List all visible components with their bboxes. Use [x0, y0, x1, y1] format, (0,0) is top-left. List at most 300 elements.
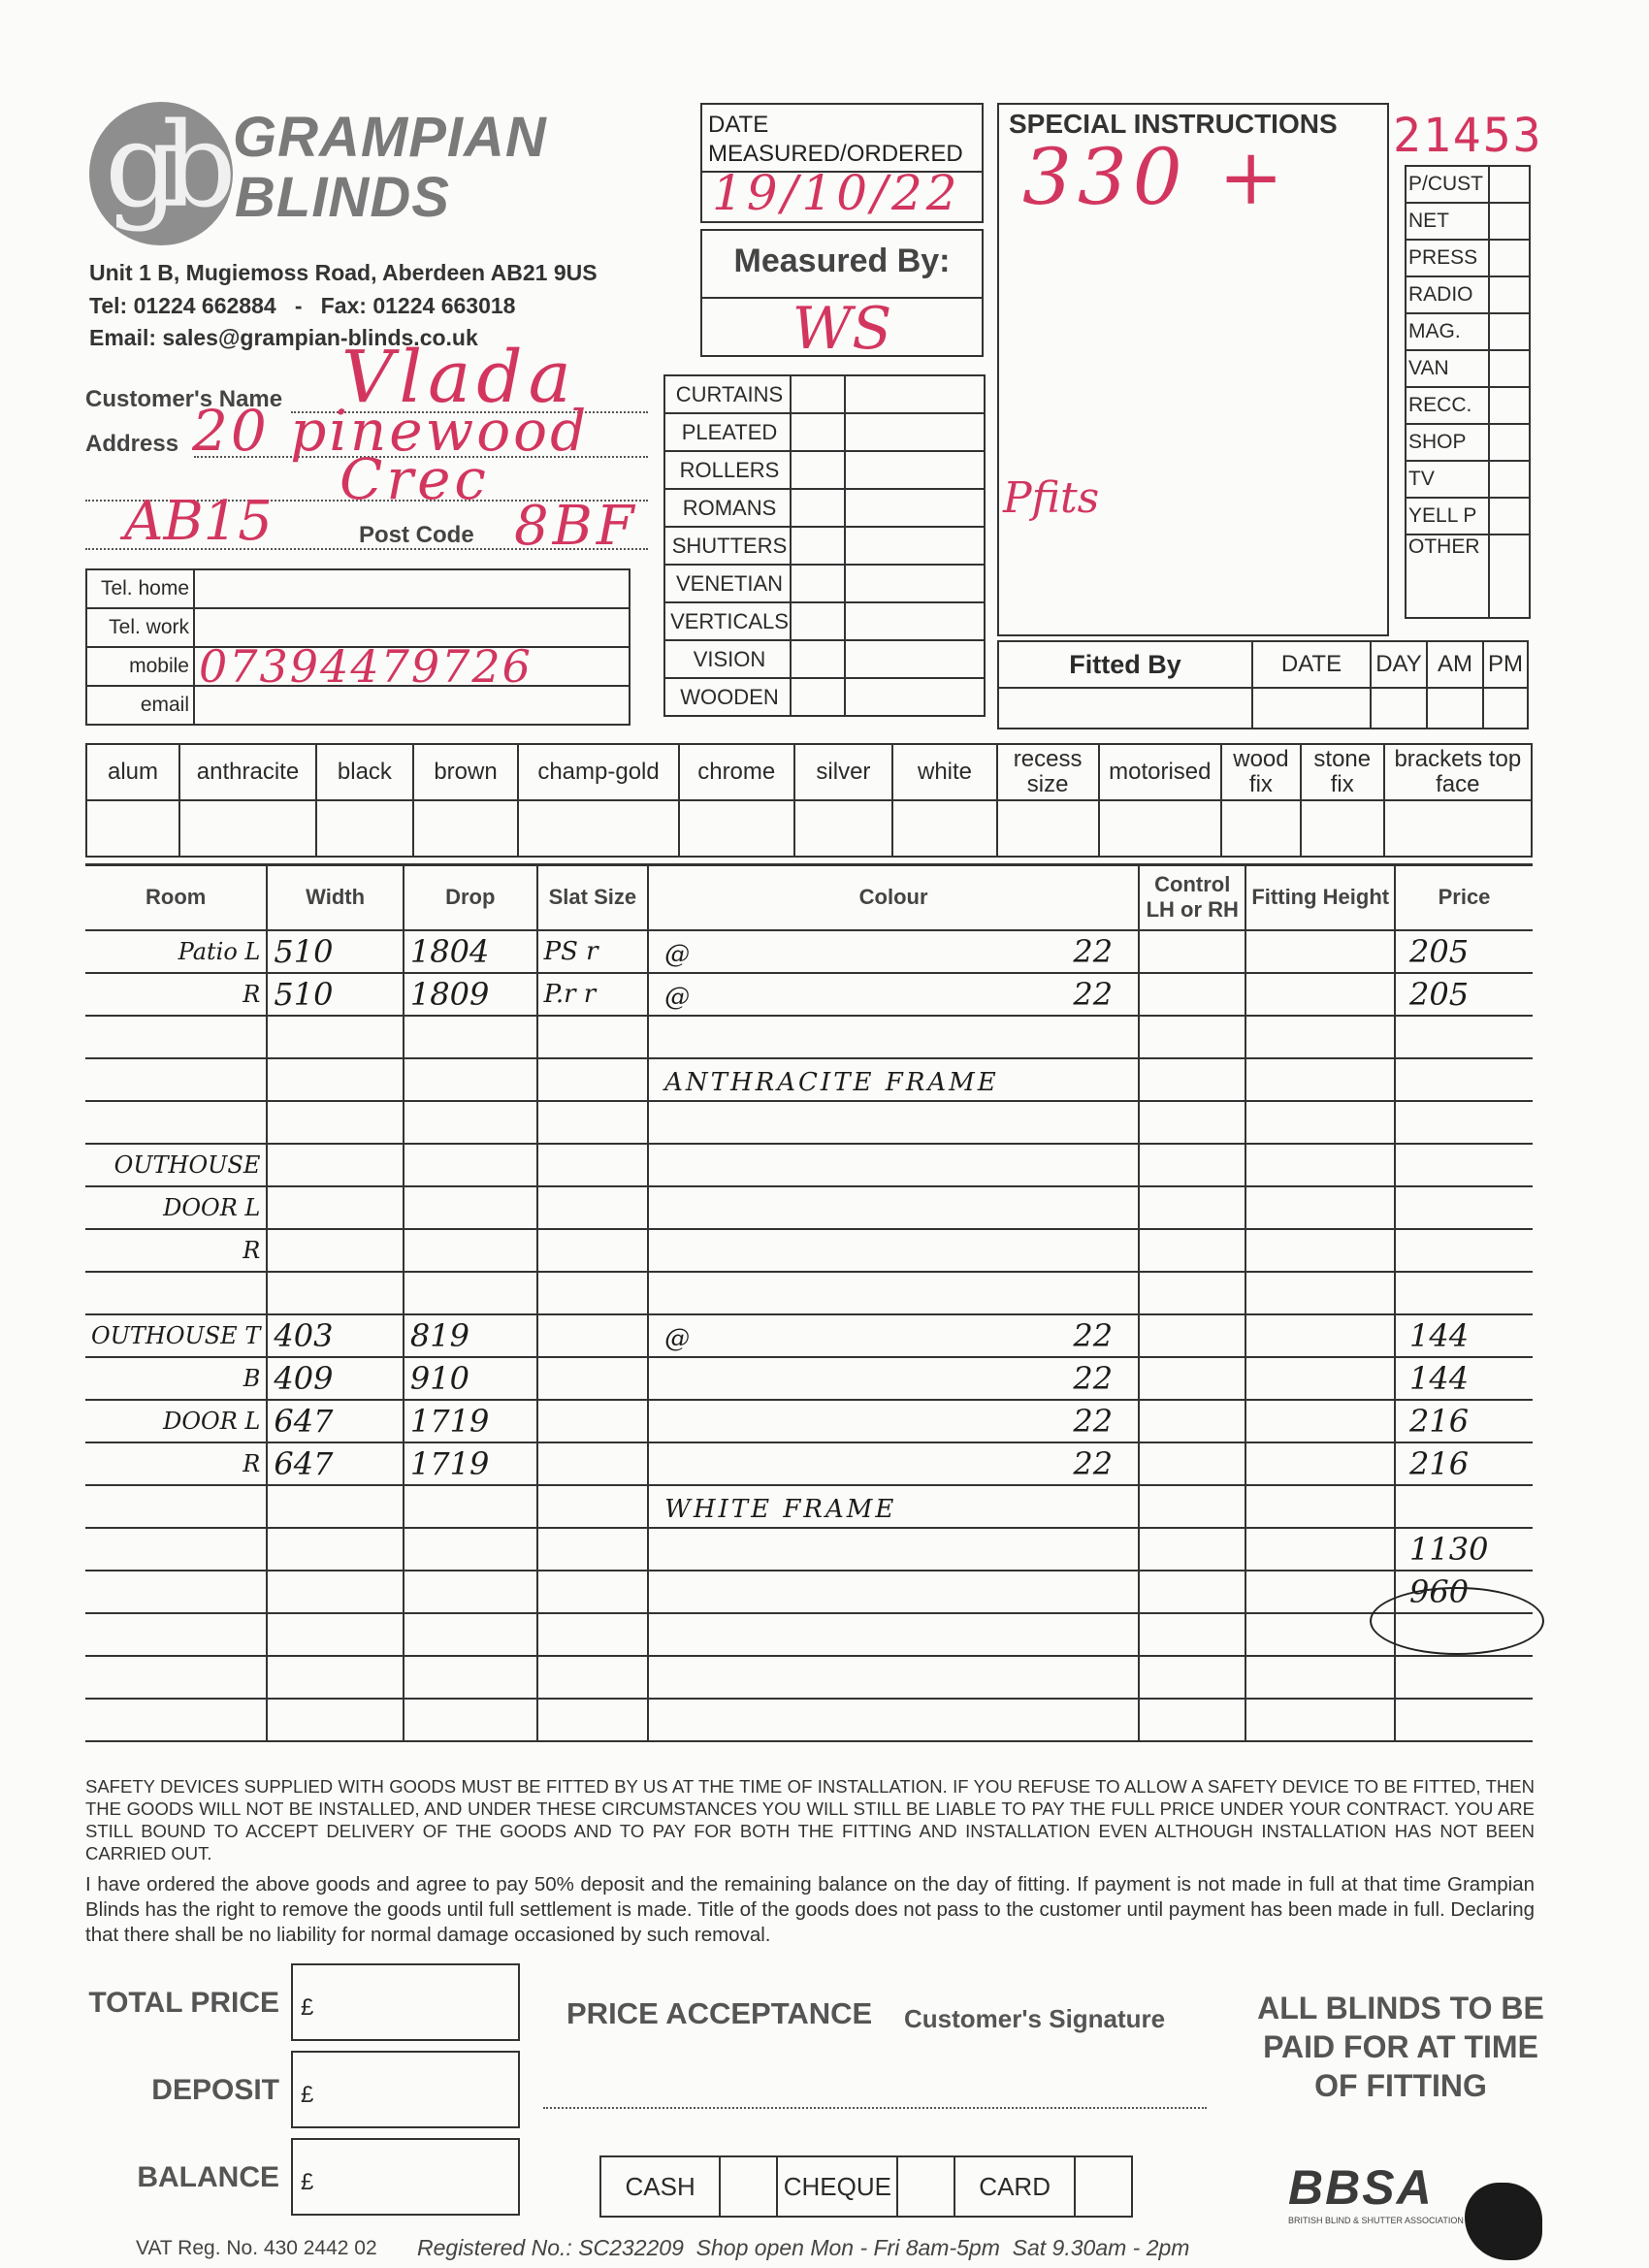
cell-room[interactable]: [85, 1571, 267, 1613]
cell-price[interactable]: [1395, 1229, 1533, 1272]
colour-option-cell[interactable]: [1221, 800, 1301, 857]
cell-slat[interactable]: [537, 1699, 649, 1741]
fitted-by-label: Fitted By: [998, 641, 1252, 688]
cell-fitting[interactable]: [1245, 1528, 1395, 1571]
cell-width[interactable]: 647: [267, 1442, 404, 1485]
fitted-pm-cell[interactable]: [1483, 688, 1528, 729]
cell-control[interactable]: [1139, 930, 1245, 973]
source-item-checkbox[interactable]: [1489, 350, 1530, 387]
postcode-label: Post Code: [359, 522, 474, 548]
cell-slat[interactable]: [537, 1229, 649, 1272]
cell-colour[interactable]: [648, 1016, 1139, 1058]
cell-fitting[interactable]: [1245, 1016, 1395, 1058]
colour-option-label: black: [316, 744, 413, 800]
cell-control[interactable]: [1139, 1656, 1245, 1699]
payment-method-checkbox[interactable]: [897, 2156, 954, 2217]
cell-control[interactable]: [1139, 1442, 1245, 1485]
address-line2[interactable]: Crec: [340, 446, 490, 512]
contact-value[interactable]: 07394479726: [194, 647, 630, 686]
source-item-label: OTHER: [1406, 535, 1489, 618]
cell-control[interactable]: [1139, 1528, 1245, 1571]
cell-width[interactable]: [267, 1485, 404, 1528]
source-item-checkbox[interactable]: [1489, 387, 1530, 424]
colour-option-label: stone fix: [1301, 744, 1384, 800]
cell-slat[interactable]: [537, 1571, 649, 1613]
cell-fitting[interactable]: [1245, 1314, 1395, 1357]
blind-type-label: VERTICALS: [664, 602, 791, 640]
payment-method-label: CASH: [600, 2156, 720, 2217]
cell-fitting[interactable]: [1245, 1101, 1395, 1144]
cell-drop[interactable]: 910: [404, 1357, 537, 1400]
table-row: [85, 1101, 1533, 1144]
fitted-date-label: DATE: [1252, 641, 1371, 688]
cell-price[interactable]: 960: [1395, 1571, 1533, 1613]
cell-slat[interactable]: [537, 1485, 649, 1528]
table-row: [85, 1485, 1533, 1528]
cell-colour[interactable]: [648, 1186, 1139, 1229]
address-label: Address: [85, 431, 179, 457]
cell-fitting[interactable]: [1245, 1571, 1395, 1613]
blind-type-notes[interactable]: [845, 640, 985, 678]
cell-drop[interactable]: [404, 1272, 537, 1314]
cell-width[interactable]: 647: [267, 1400, 404, 1442]
cell-colour[interactable]: [648, 1528, 1139, 1571]
payment-method-label: CARD: [954, 2156, 1074, 2217]
cell-fitting[interactable]: [1245, 1357, 1395, 1400]
cell-slat[interactable]: PS r: [537, 930, 649, 973]
blind-type-qty[interactable]: [791, 375, 845, 413]
cell-control[interactable]: [1139, 1400, 1245, 1442]
cell-slat[interactable]: [537, 1656, 649, 1699]
fitted-by-table: [997, 640, 1529, 729]
table-row: [85, 1699, 1533, 1741]
cell-control[interactable]: [1139, 1058, 1245, 1101]
blind-type-qty[interactable]: [791, 602, 845, 640]
source-item-label: YELL P: [1406, 498, 1489, 535]
source-item-checkbox[interactable]: [1489, 461, 1530, 498]
cell-width[interactable]: [267, 1699, 404, 1741]
cell-colour[interactable]: [648, 1699, 1139, 1741]
cell-width[interactable]: 510: [267, 973, 404, 1016]
ink-blot: [1465, 2183, 1542, 2260]
cell-width[interactable]: [267, 1186, 404, 1229]
source-item-checkbox[interactable]: [1489, 424, 1530, 461]
cell-slat[interactable]: [537, 1442, 649, 1485]
cell-control[interactable]: [1139, 1272, 1245, 1314]
contact-table: [85, 568, 630, 726]
cell-width[interactable]: 510: [267, 930, 404, 973]
colour-option-label: white: [892, 744, 996, 800]
cell-width[interactable]: [267, 1229, 404, 1272]
table-row: [85, 1400, 1533, 1442]
colour-option-cell[interactable]: [179, 800, 316, 857]
blind-type-notes[interactable]: [845, 565, 985, 602]
cell-slat[interactable]: [537, 1272, 649, 1314]
date-measured-value[interactable]: 19/10/22: [712, 165, 961, 221]
cell-colour[interactable]: [648, 1314, 1139, 1357]
cell-room[interactable]: OUTHOUSE: [85, 1144, 267, 1186]
total-price-label: TOTAL PRICE: [88, 1987, 279, 2019]
source-item-label: PRESS: [1406, 240, 1489, 276]
colour-option-label: recess size: [997, 744, 1099, 800]
colour-code: 22: [1073, 1360, 1114, 1397]
colour-option-label: brown: [413, 744, 518, 800]
cell-drop[interactable]: [404, 1058, 537, 1101]
colour-option-cell[interactable]: [1384, 800, 1532, 857]
cell-price[interactable]: 216: [1395, 1400, 1533, 1442]
cell-fitting[interactable]: [1245, 1186, 1395, 1229]
cell-control[interactable]: [1139, 1485, 1245, 1528]
cell-room[interactable]: R: [85, 1229, 267, 1272]
table-row: [85, 1058, 1533, 1101]
source-item-label: SHOP: [1406, 424, 1489, 461]
fitted-day-label: DAY: [1371, 641, 1427, 688]
cell-colour[interactable]: [648, 973, 1139, 1016]
table-row: [85, 1272, 1533, 1314]
colour-code: 22: [1073, 1403, 1114, 1440]
header-fitting-height: Fitting Height: [1245, 865, 1395, 930]
cell-drop[interactable]: [404, 1229, 537, 1272]
cell-control[interactable]: [1139, 1314, 1245, 1357]
cell-width[interactable]: [267, 1016, 404, 1058]
source-item-label: RECC.: [1406, 387, 1489, 424]
cell-slat[interactable]: P.r r: [537, 973, 649, 1016]
cell-colour[interactable]: [648, 1101, 1139, 1144]
cell-price[interactable]: 205: [1395, 973, 1533, 1016]
table-row: [85, 1571, 1533, 1613]
cell-slat[interactable]: [537, 1400, 649, 1442]
cell-price[interactable]: [1395, 1186, 1533, 1229]
cell-room[interactable]: [85, 1016, 267, 1058]
cell-fitting[interactable]: [1245, 1058, 1395, 1101]
fitted-date-cell[interactable]: [1252, 688, 1371, 729]
cell-drop[interactable]: [404, 1016, 537, 1058]
source-item-checkbox[interactable]: [1489, 203, 1530, 240]
source-item-label: RADIO: [1406, 276, 1489, 313]
cell-price[interactable]: [1395, 1058, 1533, 1101]
source-item-label: TV: [1406, 461, 1489, 498]
colour-option-cell[interactable]: [794, 800, 893, 857]
source-item-checkbox[interactable]: [1489, 240, 1530, 276]
cell-room[interactable]: [85, 1101, 267, 1144]
cell-room[interactable]: Patio L: [85, 930, 267, 973]
cell-colour[interactable]: [648, 1400, 1139, 1442]
colour-option-cell[interactable]: [86, 800, 179, 857]
total-price-field[interactable]: [291, 1963, 520, 2041]
cell-width[interactable]: [267, 1613, 404, 1656]
cell-fitting[interactable]: [1245, 1485, 1395, 1528]
header-width: Width: [267, 865, 404, 930]
header-colour: Colour: [648, 865, 1139, 930]
cell-slat[interactable]: [537, 1314, 649, 1357]
cell-control[interactable]: [1139, 1357, 1245, 1400]
colour-option-label: chrome: [679, 744, 794, 800]
postcode-value[interactable]: 8BF: [514, 495, 638, 558]
cell-price[interactable]: [1395, 1101, 1533, 1144]
cell-colour[interactable]: [648, 1442, 1139, 1485]
colour-code: 22: [1073, 1317, 1114, 1354]
cell-width[interactable]: 409: [267, 1357, 404, 1400]
company-address: Unit 1 B, Mugiemoss Road, Aberdeen AB21 9US: [89, 260, 598, 285]
company-phone-fax: Tel: 01224 662884 - Fax: 01224 663018: [89, 293, 516, 318]
cell-control[interactable]: [1139, 973, 1245, 1016]
cell-price[interactable]: [1395, 1656, 1533, 1699]
blind-type-qty[interactable]: [791, 678, 845, 716]
table-row: [85, 930, 1533, 973]
cell-width[interactable]: [267, 1571, 404, 1613]
cell-room[interactable]: [85, 1699, 267, 1741]
measured-by-value[interactable]: WS: [792, 295, 892, 363]
payment-method-checkbox[interactable]: [1075, 2156, 1132, 2217]
contact-label: email: [86, 686, 194, 725]
cell-price[interactable]: [1395, 1144, 1533, 1186]
cell-price[interactable]: [1395, 1016, 1533, 1058]
special-instructions-label: SPECIAL INSTRUCTIONS: [1009, 109, 1338, 139]
cell-price[interactable]: 144: [1395, 1314, 1533, 1357]
colour-option-cell[interactable]: [413, 800, 518, 857]
blind-type-notes[interactable]: [845, 527, 985, 565]
colour-value: ANTHRACITE FRAME: [664, 1068, 999, 1097]
customer-name-value[interactable]: Vlada: [341, 336, 577, 419]
colour-value: @: [664, 1324, 694, 1353]
cell-drop[interactable]: [404, 1656, 537, 1699]
cell-slat[interactable]: [537, 1357, 649, 1400]
cell-control[interactable]: [1139, 1613, 1245, 1656]
colour-option-cell[interactable]: [892, 800, 996, 857]
address-line1[interactable]: 20 pinewood: [192, 398, 590, 464]
blind-type-notes[interactable]: [845, 413, 985, 451]
colour-option-label: champ-gold: [518, 744, 679, 800]
colour-option-label: brackets top face: [1384, 744, 1532, 800]
cell-colour[interactable]: [648, 1229, 1139, 1272]
cell-colour[interactable]: [648, 1144, 1139, 1186]
cell-control[interactable]: [1139, 1101, 1245, 1144]
balance-currency: £: [301, 2169, 314, 2195]
cell-width[interactable]: [267, 1101, 404, 1144]
company-logo: [89, 99, 235, 247]
cell-colour[interactable]: [648, 1357, 1139, 1400]
bbsa-subtitle: BRITISH BLIND & SHUTTER ASSOCIATION: [1288, 2216, 1464, 2225]
cell-drop[interactable]: [404, 1528, 537, 1571]
blind-type-notes[interactable]: [845, 602, 985, 640]
logo-mark: gb: [105, 99, 219, 234]
balance-field[interactable]: [291, 2138, 520, 2216]
blind-type-label: PLEATED: [664, 413, 791, 451]
cell-drop[interactable]: [404, 1186, 537, 1229]
cell-drop[interactable]: 819: [404, 1314, 537, 1357]
cell-colour[interactable]: [648, 1613, 1139, 1656]
cell-fitting[interactable]: [1245, 1400, 1395, 1442]
cell-drop[interactable]: [404, 1101, 537, 1144]
cell-slat[interactable]: [537, 1528, 649, 1571]
cell-drop[interactable]: [404, 1613, 537, 1656]
cell-room[interactable]: R: [85, 1442, 267, 1485]
cell-control[interactable]: [1139, 1229, 1245, 1272]
cell-fitting[interactable]: [1245, 1272, 1395, 1314]
source-item-checkbox[interactable]: [1489, 276, 1530, 313]
cell-width[interactable]: [267, 1272, 404, 1314]
cell-price[interactable]: 205: [1395, 930, 1533, 973]
blind-type-qty[interactable]: [791, 413, 845, 451]
table-row: [85, 1314, 1533, 1357]
source-item-checkbox[interactable]: [1489, 166, 1530, 203]
table-row: [85, 1186, 1533, 1229]
cell-control[interactable]: [1139, 1571, 1245, 1613]
table-row: [85, 1229, 1533, 1272]
cell-colour[interactable]: [648, 1485, 1139, 1528]
cell-slat[interactable]: [537, 1144, 649, 1186]
cell-fitting[interactable]: [1245, 1656, 1395, 1699]
blind-type-label: VISION: [664, 640, 791, 678]
cell-room[interactable]: OUTHOUSE T: [85, 1314, 267, 1357]
cell-slat[interactable]: [537, 1058, 649, 1101]
blind-type-table: [663, 374, 986, 717]
cell-room[interactable]: DOOR L: [85, 1186, 267, 1229]
cell-drop[interactable]: [404, 1699, 537, 1741]
cell-width[interactable]: [267, 1656, 404, 1699]
colour-option-cell[interactable]: [518, 800, 679, 857]
cell-slat[interactable]: [537, 1016, 649, 1058]
blind-type-notes[interactable]: [845, 489, 985, 527]
cell-room[interactable]: B: [85, 1357, 267, 1400]
source-item-checkbox[interactable]: [1489, 535, 1530, 618]
blind-type-notes[interactable]: [845, 451, 985, 489]
colour-value: WHITE FRAME: [664, 1495, 897, 1524]
colour-option-cell[interactable]: [679, 800, 794, 857]
cell-room[interactable]: [85, 1485, 267, 1528]
cell-slat[interactable]: [537, 1101, 649, 1144]
cell-fitting[interactable]: [1245, 1144, 1395, 1186]
blind-type-label: SHUTTERS: [664, 527, 791, 565]
colour-option-label: silver: [794, 744, 893, 800]
blind-type-qty[interactable]: [791, 451, 845, 489]
colour-code: 22: [1073, 933, 1114, 970]
cell-room[interactable]: R: [85, 973, 267, 1016]
signature-line[interactable]: [543, 2107, 1207, 2109]
blind-type-label: CURTAINS: [664, 375, 791, 413]
company-name-line1: GRAMPIAN: [233, 106, 547, 169]
cell-colour[interactable]: [648, 1058, 1139, 1101]
cell-colour[interactable]: [648, 1272, 1139, 1314]
payment-method-checkbox[interactable]: [720, 2156, 777, 2217]
header-price: Price: [1395, 865, 1533, 930]
cell-fitting[interactable]: [1245, 1699, 1395, 1741]
table-row: [85, 1442, 1533, 1485]
cell-width[interactable]: [267, 1528, 404, 1571]
cell-fitting[interactable]: [1245, 973, 1395, 1016]
cell-colour[interactable]: [648, 1571, 1139, 1613]
blind-type-label: WOODEN: [664, 678, 791, 716]
payment-method-label: CHEQUE: [777, 2156, 897, 2217]
cell-control[interactable]: [1139, 1016, 1245, 1058]
colour-option-cell[interactable]: [997, 800, 1099, 857]
cell-drop[interactable]: 1719: [404, 1442, 537, 1485]
vat-number: VAT Reg. No. 430 2442 02: [136, 2237, 377, 2259]
contact-value[interactable]: [194, 569, 630, 608]
cell-room[interactable]: [85, 1528, 267, 1571]
cell-drop[interactable]: 1809: [404, 973, 537, 1016]
colour-option-cell[interactable]: [1301, 800, 1384, 857]
cell-fitting[interactable]: [1245, 1442, 1395, 1485]
blind-type-notes[interactable]: [845, 678, 985, 716]
cell-price[interactable]: 216: [1395, 1442, 1533, 1485]
cell-drop[interactable]: 1804: [404, 930, 537, 973]
total-currency: £: [301, 1994, 314, 2021]
company-name-line2: BLINDS: [235, 166, 450, 229]
special-instructions-box: [997, 103, 1389, 636]
measured-by-label: Measured By:: [733, 243, 951, 279]
cell-price[interactable]: 144: [1395, 1357, 1533, 1400]
bbsa-logo: BBSA: [1288, 2160, 1434, 2215]
address-line3[interactable]: AB15: [124, 490, 273, 553]
cell-room[interactable]: [85, 1656, 267, 1699]
cell-room[interactable]: [85, 1272, 267, 1314]
cell-control[interactable]: [1139, 1186, 1245, 1229]
fitted-am-cell[interactable]: [1427, 688, 1483, 729]
special-instructions-value[interactable]: 330 +: [1022, 132, 1290, 222]
cell-room[interactable]: [85, 1613, 267, 1656]
cell-control[interactable]: [1139, 1699, 1245, 1741]
cell-fitting[interactable]: [1245, 930, 1395, 973]
cell-width[interactable]: [267, 1144, 404, 1186]
cell-fitting[interactable]: [1245, 1229, 1395, 1272]
cell-width[interactable]: [267, 1058, 404, 1101]
cell-drop[interactable]: [404, 1571, 537, 1613]
cell-slat[interactable]: [537, 1613, 649, 1656]
header-control: Control LH or RH: [1139, 865, 1245, 930]
source-list: [1405, 165, 1531, 619]
cell-colour[interactable]: [648, 930, 1139, 973]
fitted-by-cell[interactable]: [998, 688, 1252, 729]
cell-price[interactable]: [1395, 1272, 1533, 1314]
blind-type-qty[interactable]: [791, 640, 845, 678]
blind-type-qty[interactable]: [791, 527, 845, 565]
blind-type-qty[interactable]: [791, 489, 845, 527]
table-row: [85, 1528, 1533, 1571]
cell-slat[interactable]: [537, 1186, 649, 1229]
cell-price[interactable]: 1130: [1395, 1528, 1533, 1571]
fitted-day-cell[interactable]: [1371, 688, 1427, 729]
cell-price[interactable]: [1395, 1485, 1533, 1528]
cell-room[interactable]: [85, 1058, 267, 1101]
blind-type-notes[interactable]: [845, 375, 985, 413]
cell-drop[interactable]: 1719: [404, 1400, 537, 1442]
header-room: Room: [85, 865, 267, 930]
cell-drop[interactable]: [404, 1144, 537, 1186]
colour-option-cell[interactable]: [1099, 800, 1221, 857]
colour-option-cell[interactable]: [316, 800, 413, 857]
date-measured-box: [700, 103, 984, 223]
colour-option-label: anthracite: [179, 744, 316, 800]
deposit-field[interactable]: [291, 2051, 520, 2128]
source-item-checkbox[interactable]: [1489, 498, 1530, 535]
total-circle: [1370, 1587, 1544, 1655]
payment-notice: ALL BLINDS TO BE PAID FOR AT TIME OF FITTING: [1257, 1991, 1544, 2103]
source-item-checkbox[interactable]: [1489, 313, 1530, 350]
source-item-label: MAG.: [1406, 313, 1489, 350]
cell-control[interactable]: [1139, 1144, 1245, 1186]
order-number: 21453: [1393, 109, 1543, 163]
contact-label: mobile: [86, 647, 194, 686]
price-acceptance-title: PRICE ACCEPTANCE: [566, 1996, 873, 2030]
cell-drop[interactable]: [404, 1485, 537, 1528]
special-instructions-note[interactable]: Pfits: [1003, 473, 1100, 523]
cell-room[interactable]: DOOR L: [85, 1400, 267, 1442]
cell-width[interactable]: 403: [267, 1314, 404, 1357]
cell-price[interactable]: [1395, 1699, 1533, 1741]
cell-colour[interactable]: [648, 1656, 1139, 1699]
blind-type-qty[interactable]: [791, 565, 845, 602]
